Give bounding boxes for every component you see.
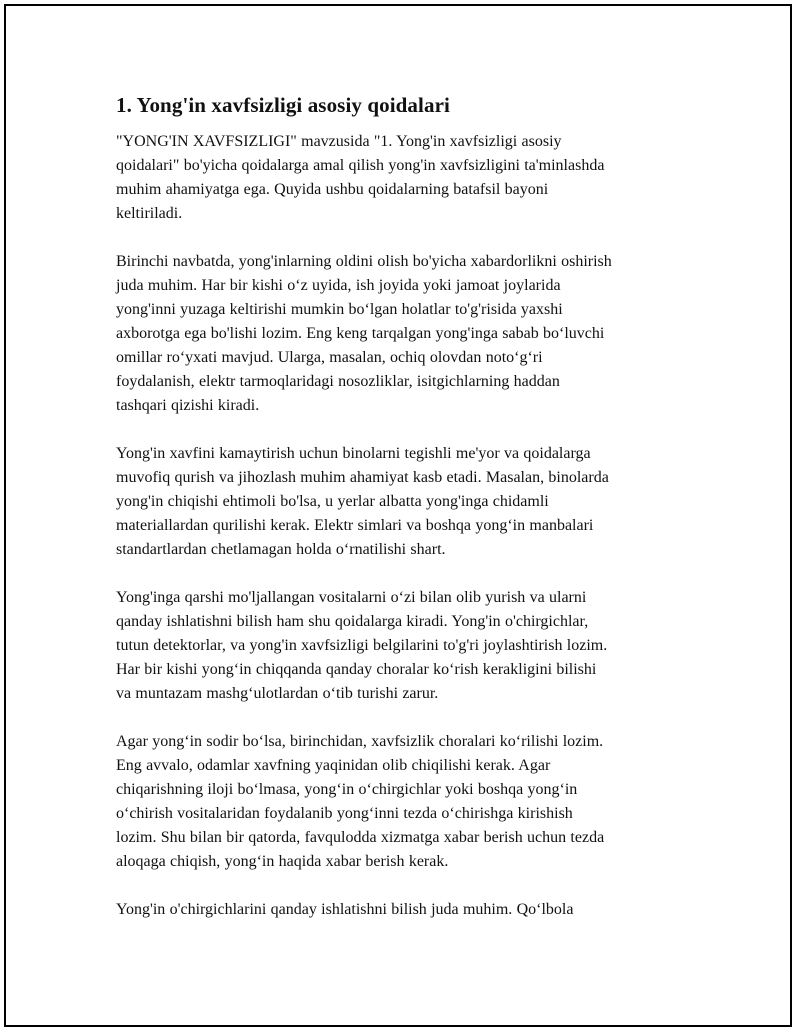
paragraph-line: o‘chirish vositalaridan foydalanib yong‘inni tezda o‘chirishga kirishish xyxy=(116,805,573,822)
paragraph-line: "YONG'IN XAVFSIZLIGI" mavzusida "1. Yong'in xavfsizligi asosiy xyxy=(116,133,562,150)
paragraph-emergency xyxy=(116,730,696,874)
paragraph-line: Birinchi navbatda, yong'inlarning oldini olish bo'yicha xabardorlikni oshirish xyxy=(116,253,612,270)
paragraph-line: aloqaga chiqish, yong‘in haqida xabar berish kerak. xyxy=(116,853,449,870)
paragraph-line: yong'in chiqishi ehtimoli bo'lsa, u yerlar albatta yong'inga chidamli xyxy=(116,493,549,510)
paragraph-line: foydalanish, elektr tarmoqlaridagi nosozliklar, isitgichlarning haddan xyxy=(116,373,560,390)
paragraph-line: standartlardan chetlamagan holda o‘rnatilishi shart. xyxy=(116,541,446,558)
paragraph-line: tutun detektorlar, va yong'in xavfsizligi belgilarini to'g'ri joylashtirish lozim. xyxy=(116,637,608,654)
paragraph-construction xyxy=(116,442,696,562)
paragraph-awareness xyxy=(116,250,696,418)
paragraph-line: muvofiq qurish va jihozlash muhim ahamiyat kasb etadi. Masalan, binolarda xyxy=(116,469,609,486)
paragraph-line: materiallardan qurilishi kerak. Elektr simlari va boshqa yong‘in manbalari xyxy=(116,517,594,534)
paragraph-equipment xyxy=(116,586,696,706)
paragraph-line: Yong'inga qarshi mo'ljallangan vositalarni o‘zi bilan olib yurish va ularni xyxy=(116,589,587,606)
paragraph-line: juda muhim. Har bir kishi o‘z uyida, ish joyida yoki jamoat joylarida xyxy=(116,277,561,294)
paragraph-line: Yong'in xavfini kamaytirish uchun binolarni tegishli me'yor va qoidalarga xyxy=(116,445,591,462)
paragraph-line: chiqarishning iloji bo‘lmasa, yong‘in o‘chirgichlar yoki boshqa yong‘in xyxy=(116,781,578,798)
paragraph-line: keltiriladi. xyxy=(116,205,183,222)
paragraph-line: Yong'in o'chirgichlarini qanday ishlatishni bilish juda muhim. Qo‘lbola xyxy=(116,901,574,918)
paragraph-line: Har bir kishi yong‘in chiqqanda qanday choralar ko‘rish kerakligini bilishi xyxy=(116,661,597,678)
paragraph-line: Agar yong‘in sodir bo‘lsa, birinchidan, xavfsizlik choralari ko‘rilishi lozim. xyxy=(116,733,604,750)
paragraph-line: yong'inni yuzaga keltirishi mumkin bo‘lgan holatlar to'g'risida yaxshi xyxy=(116,301,563,318)
paragraph-line: va muntazam mashg‘ulotlardan o‘tib turishi zarur. xyxy=(116,685,439,702)
paragraph-line: Eng avvalo, odamlar xavfning yaqinidan olib chiqilishi kerak. Agar xyxy=(116,757,551,774)
paragraph-line: qoidalari" bo'yicha qoidalarga amal qilish yong'in xavfsizligini ta'minlashda xyxy=(116,157,605,174)
paragraph-line: qanday ishlatishni bilish ham shu qoidalarga kiradi. Yong'in o'chirgichlar, xyxy=(116,613,589,630)
document-content xyxy=(116,92,696,946)
paragraph-line: lozim. Shu bilan bir qatorda, favqulodda xizmatga xabar berish uchun tezda xyxy=(116,829,605,846)
paragraph-intro xyxy=(116,130,696,226)
section-heading: 1. Yong'in xavfsizligi asosiy qoidalari xyxy=(116,93,450,117)
paragraph-line: muhim ahamiyatga ega. Quyida ushbu qoidalarning batafsil bayoni xyxy=(116,181,549,198)
paragraph-extinguishers xyxy=(116,898,696,922)
paragraph-line: omillar ro‘yxati mavjud. Ularga, masalan, ochiq olovdan noto‘g‘ri xyxy=(116,349,543,366)
paragraph-line: axborotga ega bo'lishi lozim. Eng keng tarqalgan yong'inga sabab bo‘luvchi xyxy=(116,325,605,342)
paragraph-line: tashqari qizishi kiradi. xyxy=(116,397,260,414)
